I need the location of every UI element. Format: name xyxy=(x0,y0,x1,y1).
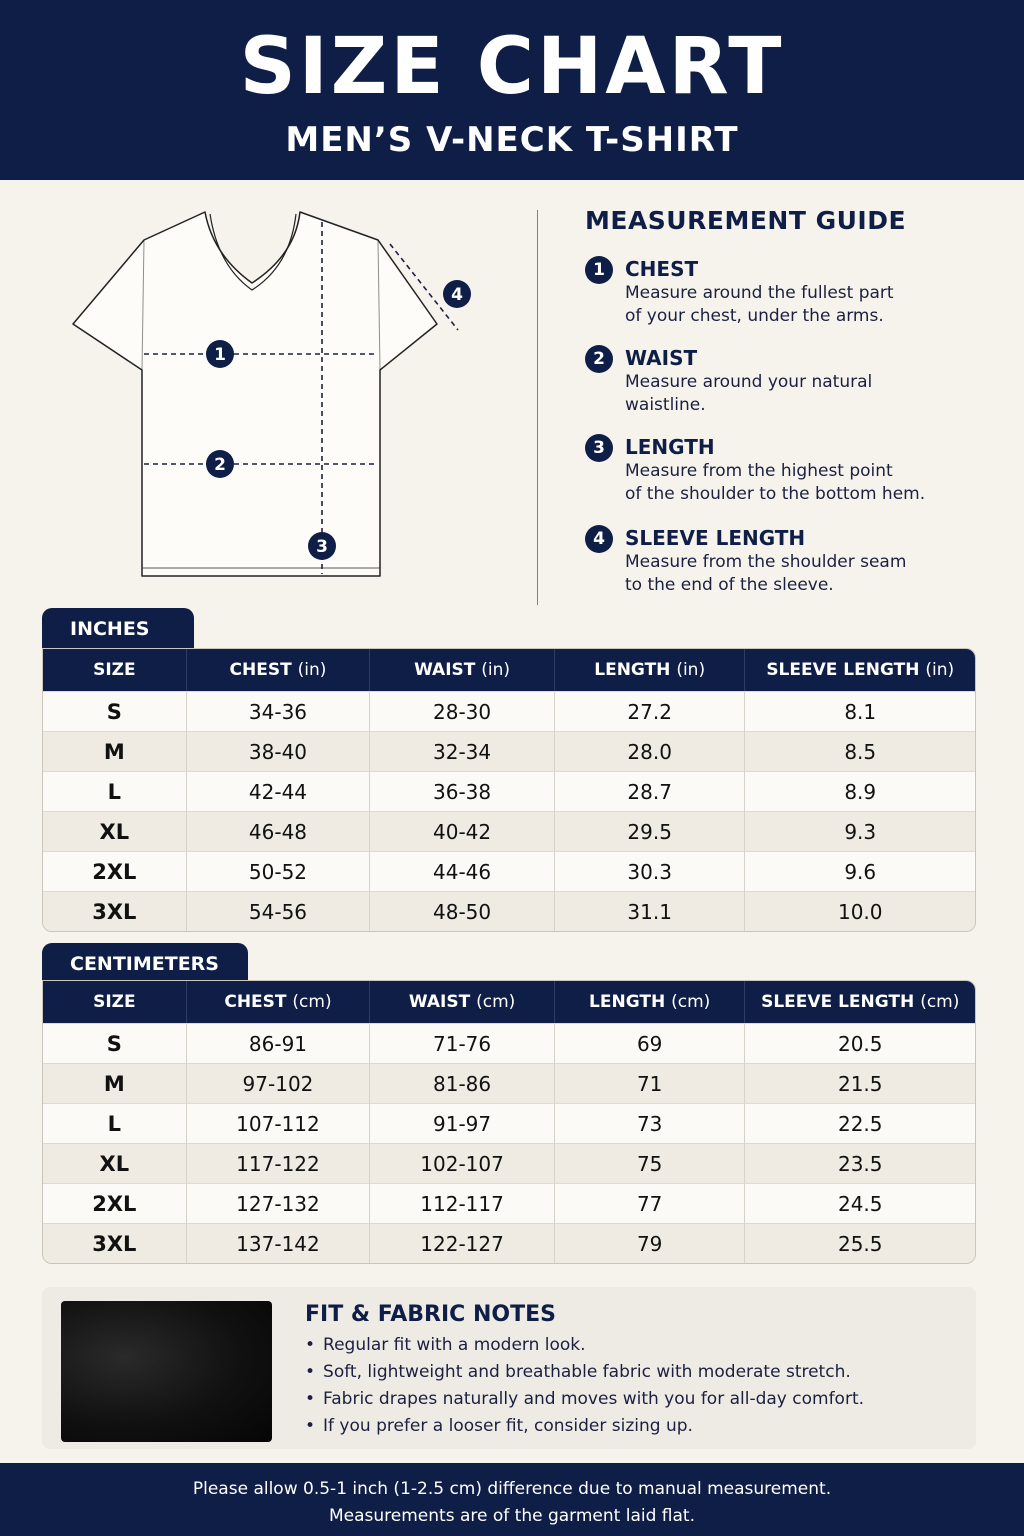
number-badge: 4 xyxy=(585,525,613,553)
column-header: WAIST (in) xyxy=(370,649,555,691)
size-cell: XL xyxy=(43,811,187,851)
page-title: SIZE CHART xyxy=(239,22,785,112)
table-cell: 77 xyxy=(555,1183,746,1223)
guide-title: MEASUREMENT GUIDE xyxy=(585,206,907,235)
size-cell: 3XL xyxy=(43,1223,187,1263)
measurement-guide xyxy=(585,204,1005,595)
size-cell: 2XL xyxy=(43,851,187,891)
marker-1-label: 1 xyxy=(214,345,226,365)
table-row xyxy=(43,771,975,811)
table-cell: 28.0 xyxy=(555,731,746,771)
table-row xyxy=(43,1103,975,1143)
column-header: CHEST (cm) xyxy=(187,981,371,1023)
centimeters-tab: CENTIMETERS xyxy=(42,943,248,985)
centimeters-table xyxy=(42,980,976,1264)
table-cell: 69 xyxy=(555,1023,746,1063)
footer xyxy=(0,1463,1024,1536)
table-cell: 23.5 xyxy=(745,1143,975,1183)
table-cell: 30.3 xyxy=(555,851,746,891)
table-cell: 8.9 xyxy=(745,771,975,811)
table-cell: 91-97 xyxy=(370,1103,555,1143)
column-header: LENGTH (in) xyxy=(555,649,746,691)
column-header: SIZE xyxy=(43,649,187,691)
table-cell: 97-102 xyxy=(187,1063,371,1103)
table-row xyxy=(43,691,975,731)
vertical-divider xyxy=(537,210,538,605)
notes-title: FIT & FABRIC NOTES xyxy=(305,1302,556,1327)
table-cell: 71 xyxy=(555,1063,746,1103)
table-cell: 22.5 xyxy=(745,1103,975,1143)
size-cell: 2XL xyxy=(43,1183,187,1223)
table-row xyxy=(43,891,975,931)
guide-item-desc: Measure from the highest point of the shoulder to the bottom hem. xyxy=(625,461,926,504)
guide-item-desc: Measure from the shoulder seam to the end of the sleeve. xyxy=(625,552,907,595)
table-cell: 34-36 xyxy=(187,691,371,731)
column-header: SLEEVE LENGTH (in) xyxy=(745,649,975,691)
list-item: • Fabric drapes naturally and moves with you for all-day comfort. xyxy=(305,1386,864,1413)
table-row xyxy=(43,811,975,851)
guide-item-title: SLEEVE LENGTH xyxy=(625,526,806,550)
table-cell: 8.5 xyxy=(745,731,975,771)
guide-item-desc: Measure around your natural waistline. xyxy=(625,372,873,415)
table-cell: 9.6 xyxy=(745,851,975,891)
list-item: • If you prefer a looser fit, consider sizing up. xyxy=(305,1413,864,1440)
table-cell: 42-44 xyxy=(187,771,371,811)
table-cell: 79 xyxy=(555,1223,746,1263)
table-cell: 36-38 xyxy=(370,771,555,811)
table-cell: 48-50 xyxy=(370,891,555,931)
table-cell: 86-91 xyxy=(187,1023,371,1063)
table-cell: 81-86 xyxy=(370,1063,555,1103)
inches-table xyxy=(42,648,976,932)
footer-line-2: Measurements are of the garment laid flat. xyxy=(329,1506,695,1526)
table-cell: 137-142 xyxy=(187,1223,371,1263)
list-item: • Soft, lightweight and breathable fabric with moderate stretch. xyxy=(305,1359,864,1386)
table-cell: 27.2 xyxy=(555,691,746,731)
list-item: • Regular fit with a modern look. xyxy=(305,1332,864,1359)
table-cell: 40-42 xyxy=(370,811,555,851)
number-badge: 3 xyxy=(585,434,613,462)
table-cell: 20.5 xyxy=(745,1023,975,1063)
size-cell: S xyxy=(43,691,187,731)
page-subtitle: MEN’S V-NECK T-SHIRT xyxy=(285,120,739,160)
column-header: SIZE xyxy=(43,981,187,1023)
table-cell: 24.5 xyxy=(745,1183,975,1223)
table-cell: 25.5 xyxy=(745,1223,975,1263)
marker-4-label: 4 xyxy=(451,285,463,305)
table-cell: 38-40 xyxy=(187,731,371,771)
table-cell: 75 xyxy=(555,1143,746,1183)
table-cell: 71-76 xyxy=(370,1023,555,1063)
fit-fabric-notes xyxy=(42,1287,976,1449)
column-header: LENGTH (cm) xyxy=(555,981,746,1023)
table-cell: 21.5 xyxy=(745,1063,975,1103)
table-row xyxy=(43,851,975,891)
table-cell: 10.0 xyxy=(745,891,975,931)
table-cell: 29.5 xyxy=(555,811,746,851)
number-badge: 2 xyxy=(585,345,613,373)
size-cell: S xyxy=(43,1023,187,1063)
size-cell: L xyxy=(43,771,187,811)
table-cell: 31.1 xyxy=(555,891,746,931)
table-cell: 8.1 xyxy=(745,691,975,731)
table-cell: 46-48 xyxy=(187,811,371,851)
marker-2-label: 2 xyxy=(214,455,226,475)
table-cell: 44-46 xyxy=(370,851,555,891)
tshirt-outline xyxy=(73,212,437,576)
table-cell: 102-107 xyxy=(370,1143,555,1183)
size-cell: 3XL xyxy=(43,891,187,931)
column-header: CHEST (in) xyxy=(187,649,371,691)
size-cell: M xyxy=(43,1063,187,1103)
size-cell: L xyxy=(43,1103,187,1143)
guide-item-title: LENGTH xyxy=(625,435,715,459)
notes-list xyxy=(305,1332,864,1440)
guide-item-title: CHEST xyxy=(625,257,699,281)
table-row xyxy=(43,731,975,771)
number-badge: 1 xyxy=(585,256,613,284)
header xyxy=(0,0,1024,180)
fabric-swatch-image xyxy=(61,1301,272,1442)
marker-3-label: 3 xyxy=(316,537,328,557)
table-cell: 28.7 xyxy=(555,771,746,811)
column-header: SLEEVE LENGTH (cm) xyxy=(745,981,975,1023)
table-cell: 54-56 xyxy=(187,891,371,931)
inches-tab: INCHES xyxy=(42,608,194,650)
guide-item-title: WAIST xyxy=(625,346,698,370)
table-cell: 73 xyxy=(555,1103,746,1143)
guide-item-desc: Measure around the fullest part of your chest, under the arms. xyxy=(625,283,894,326)
column-header: WAIST (cm) xyxy=(370,981,555,1023)
table-cell: 117-122 xyxy=(187,1143,371,1183)
table-cell: 9.3 xyxy=(745,811,975,851)
table-row xyxy=(43,1223,975,1263)
table-cell: 50-52 xyxy=(187,851,371,891)
size-cell: XL xyxy=(43,1143,187,1183)
table-cell: 107-112 xyxy=(187,1103,371,1143)
table-row xyxy=(43,1063,975,1103)
table-row xyxy=(43,1143,975,1183)
table-cell: 112-117 xyxy=(370,1183,555,1223)
table-row xyxy=(43,1183,975,1223)
table-cell: 122-127 xyxy=(370,1223,555,1263)
table-cell: 28-30 xyxy=(370,691,555,731)
table-row xyxy=(43,1023,975,1063)
table-cell: 32-34 xyxy=(370,731,555,771)
tshirt-diagram xyxy=(60,200,480,600)
footer-line-1: Please allow 0.5-1 inch (1-2.5 cm) difference due to manual measurement. xyxy=(192,1479,832,1499)
size-cell: M xyxy=(43,731,187,771)
table-cell: 127-132 xyxy=(187,1183,371,1223)
